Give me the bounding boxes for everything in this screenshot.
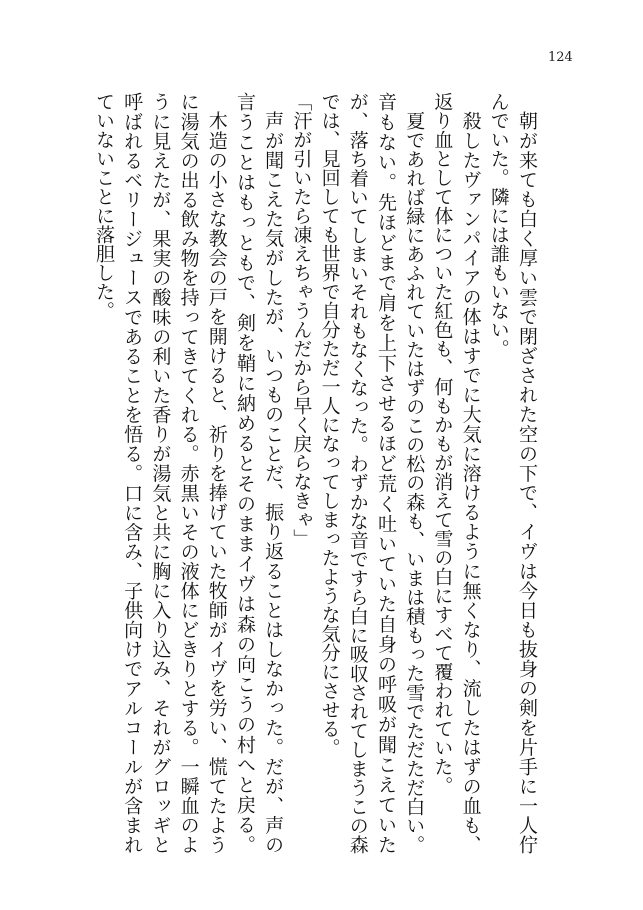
text-line: 呼ばれるベリージュースであることを悟る。口に含み、子供向けでアルコールが含まれ [121,92,144,854]
text-line: んでいた。隣には誰もいない。 [487,92,510,358]
body-text [90,92,541,854]
text-line: 言うことはもっともで、剣を鞘に納めるとそのままイヴは森の向こうの村へと戻る。 [233,92,256,854]
text-line: 夏であれば緑にあふれていたはずのこの松の森も、いまは積もった雪でただただ白い。 [403,111,426,854]
text-line: 声が聞こえた気がしたが、いつものことだ、振り返ることはしなかった。だが、声の [262,111,285,854]
text-line: うに見えたが、果実の酸味の利いた香りが湯気と共に胸に入り込み、それがグロッギと [149,92,172,854]
text-line: 木造の小さな教会の戸を開けると、祈りを捧げていた牧師がイヴを労い、慌てたよう [205,111,228,854]
text-line: ていないことに落胆した。 [92,92,115,320]
text-line: 「汗が引いたら凍えちゃうんだから早く戻らなきゃ」 [290,92,313,548]
text-line: が、落ち着いてしまいそれもなくなった。わずかな音ですら白に吸収されてしまうこの森 [346,92,369,854]
text-line: 音もない。先ほどまで肩を上下させるほど荒く吐いていた自身の呼吸が聞こえていた [374,92,397,854]
text-line: 殺したヴァンパイアの体はすでに大気に溶けるように無くなり、流したはずの血も、 [459,111,482,854]
text-line: に湯気の出る飲み物を持ってきてくれる。赤黒いその液体にどきりとする。一瞬血のよ [177,92,200,854]
text-line: 朝が来ても白く厚い雲で閉ざされた空の下で、イヴは今日も抜身の剣を片手に一人佇 [516,111,538,854]
text-line: 返り血として体についた紅色も、何もかもが消えて雪の白にすべて覆われていた。 [431,92,454,795]
text-line: では、見回しても世界で自分ただ一人になってしまったような気分にさせる。 [318,92,341,757]
page-number: 124 [548,50,573,65]
